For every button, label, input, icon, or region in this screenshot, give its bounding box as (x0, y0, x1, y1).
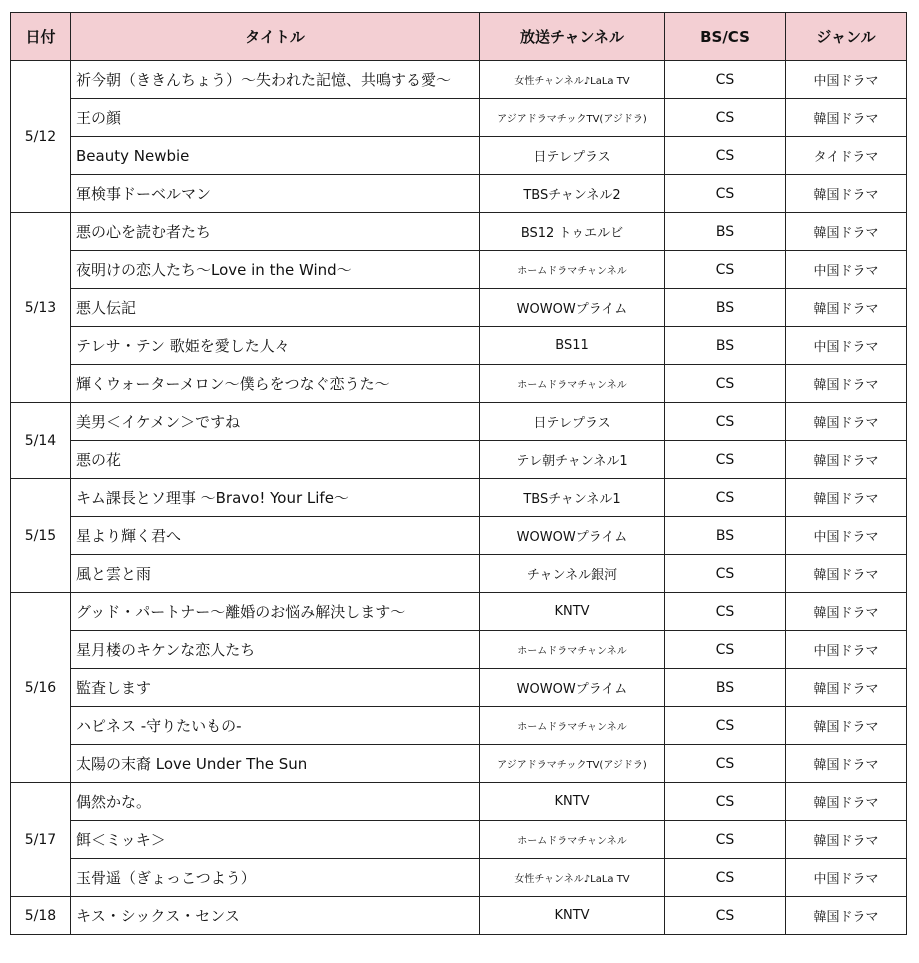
table-body (11, 61, 907, 935)
cell-genre: 中国ドラマ (786, 61, 907, 99)
cell-genre: 韓国ドラマ (786, 593, 907, 631)
table-row (11, 859, 907, 897)
cell-title: 悪の花 (71, 441, 480, 479)
cell-title: 祈今朝（ききんちょう）〜失われた記憶、共鳴する愛〜 (71, 61, 480, 99)
cell-title: 軍検事ドーベルマン (71, 175, 480, 213)
header-date: 日付 (11, 13, 71, 61)
cell-channel: 女性チャンネル♪LaLa TV (480, 859, 665, 897)
table-row (11, 365, 907, 403)
cell-bscs: BS (665, 213, 786, 251)
cell-genre: 韓国ドラマ (786, 669, 907, 707)
table-row (11, 327, 907, 365)
cell-channel: チャンネル銀河 (480, 555, 665, 593)
cell-genre: 中国ドラマ (786, 859, 907, 897)
cell-bscs: BS (665, 327, 786, 365)
cell-bscs: CS (665, 365, 786, 403)
cell-channel: KNTV (480, 897, 665, 935)
cell-channel: WOWOWプライム (480, 669, 665, 707)
cell-date: 5/13 (11, 213, 71, 403)
cell-bscs: CS (665, 821, 786, 859)
cell-bscs: CS (665, 441, 786, 479)
cell-channel: ホームドラマチャンネル (480, 631, 665, 669)
cell-title: 風と雲と雨 (71, 555, 480, 593)
cell-genre: 韓国ドラマ (786, 365, 907, 403)
cell-genre: 中国ドラマ (786, 517, 907, 555)
cell-channel: アジアドラマチックTV(アジドラ) (480, 99, 665, 137)
cell-title: ハピネス -守りたいもの- (71, 707, 480, 745)
header-row (11, 13, 907, 61)
cell-title: 美男＜イケメン＞ですね (71, 403, 480, 441)
cell-channel: BS12 トゥエルビ (480, 213, 665, 251)
table-row (11, 403, 907, 441)
table-row (11, 213, 907, 251)
cell-genre: 韓国ドラマ (786, 213, 907, 251)
cell-date: 5/12 (11, 61, 71, 213)
broadcast-schedule-table (10, 12, 907, 935)
table-row (11, 61, 907, 99)
cell-genre: 韓国ドラマ (786, 441, 907, 479)
cell-channel: ホームドラマチャンネル (480, 707, 665, 745)
cell-genre: 韓国ドラマ (786, 897, 907, 935)
cell-genre: 韓国ドラマ (786, 479, 907, 517)
cell-genre: 中国ドラマ (786, 631, 907, 669)
cell-title: 夜明けの恋人たち〜Love in the Wind〜 (71, 251, 480, 289)
cell-bscs: CS (665, 555, 786, 593)
cell-title: 星月楼のキケンな恋人たち (71, 631, 480, 669)
cell-bscs: CS (665, 593, 786, 631)
cell-title: 悪の心を読む者たち (71, 213, 480, 251)
table-row (11, 897, 907, 935)
header-channel: 放送チャンネル (480, 13, 665, 61)
cell-genre: 韓国ドラマ (786, 783, 907, 821)
cell-title: 輝くウォーターメロン〜僕らをつなぐ恋うた〜 (71, 365, 480, 403)
cell-bscs: CS (665, 631, 786, 669)
cell-genre: 中国ドラマ (786, 327, 907, 365)
cell-title: キム課長とソ理事 〜Bravo! Your Life〜 (71, 479, 480, 517)
cell-date: 5/17 (11, 783, 71, 897)
table-row (11, 631, 907, 669)
cell-channel: ホームドラマチャンネル (480, 251, 665, 289)
cell-title: Beauty Newbie (71, 137, 480, 175)
cell-channel: ホームドラマチャンネル (480, 821, 665, 859)
cell-genre: 中国ドラマ (786, 251, 907, 289)
cell-channel: TBSチャンネル2 (480, 175, 665, 213)
cell-title: 監査します (71, 669, 480, 707)
cell-bscs: CS (665, 61, 786, 99)
cell-title: テレサ・テン 歌姫を愛した人々 (71, 327, 480, 365)
table-row (11, 555, 907, 593)
cell-title: 玉骨遥（ぎょっこつよう） (71, 859, 480, 897)
cell-bscs: CS (665, 479, 786, 517)
cell-bscs: CS (665, 783, 786, 821)
cell-channel: 日テレプラス (480, 137, 665, 175)
header-bscs: BS/CS (665, 13, 786, 61)
cell-title: 偶然かな。 (71, 783, 480, 821)
cell-genre: 韓国ドラマ (786, 175, 907, 213)
cell-bscs: CS (665, 897, 786, 935)
cell-date: 5/16 (11, 593, 71, 783)
cell-channel: ホームドラマチャンネル (480, 365, 665, 403)
table-row (11, 251, 907, 289)
cell-bscs: CS (665, 137, 786, 175)
cell-genre: タイドラマ (786, 137, 907, 175)
cell-channel: KNTV (480, 593, 665, 631)
table-row (11, 517, 907, 555)
cell-title: 太陽の末裔 Love Under The Sun (71, 745, 480, 783)
cell-genre: 韓国ドラマ (786, 707, 907, 745)
cell-bscs: CS (665, 99, 786, 137)
cell-genre: 韓国ドラマ (786, 289, 907, 327)
cell-bscs: BS (665, 669, 786, 707)
table-row (11, 289, 907, 327)
cell-title: 餌＜ミッキ＞ (71, 821, 480, 859)
header-title: タイトル (71, 13, 480, 61)
cell-bscs: CS (665, 745, 786, 783)
cell-genre: 韓国ドラマ (786, 99, 907, 137)
cell-bscs: BS (665, 289, 786, 327)
cell-date: 5/15 (11, 479, 71, 593)
cell-title: グッド・パートナー〜離婚のお悩み解決します〜 (71, 593, 480, 631)
cell-bscs: CS (665, 859, 786, 897)
cell-title: 王の顔 (71, 99, 480, 137)
cell-genre: 韓国ドラマ (786, 745, 907, 783)
table-row (11, 745, 907, 783)
cell-channel: TBSチャンネル1 (480, 479, 665, 517)
cell-channel: アジアドラマチックTV(アジドラ) (480, 745, 665, 783)
cell-channel: テレ朝チャンネル1 (480, 441, 665, 479)
table-row (11, 137, 907, 175)
table-row (11, 441, 907, 479)
table-row (11, 707, 907, 745)
cell-title: 星より輝く君へ (71, 517, 480, 555)
table-row (11, 669, 907, 707)
table-row (11, 783, 907, 821)
table-row (11, 821, 907, 859)
table-row (11, 99, 907, 137)
table-row (11, 175, 907, 213)
cell-channel: BS11 (480, 327, 665, 365)
cell-channel: KNTV (480, 783, 665, 821)
cell-channel: WOWOWプライム (480, 289, 665, 327)
table-header (11, 13, 907, 61)
cell-bscs: CS (665, 707, 786, 745)
cell-date: 5/18 (11, 897, 71, 935)
table-row (11, 479, 907, 517)
cell-channel: WOWOWプライム (480, 517, 665, 555)
cell-channel: 日テレプラス (480, 403, 665, 441)
cell-genre: 韓国ドラマ (786, 403, 907, 441)
cell-bscs: CS (665, 175, 786, 213)
cell-bscs: CS (665, 403, 786, 441)
cell-title: キス・シックス・センス (71, 897, 480, 935)
cell-genre: 韓国ドラマ (786, 555, 907, 593)
cell-channel: 女性チャンネル♪LaLa TV (480, 61, 665, 99)
cell-bscs: BS (665, 517, 786, 555)
table-row (11, 593, 907, 631)
cell-date: 5/14 (11, 403, 71, 479)
cell-bscs: CS (665, 251, 786, 289)
header-genre: ジャンル (786, 13, 907, 61)
cell-genre: 韓国ドラマ (786, 821, 907, 859)
cell-title: 悪人伝記 (71, 289, 480, 327)
